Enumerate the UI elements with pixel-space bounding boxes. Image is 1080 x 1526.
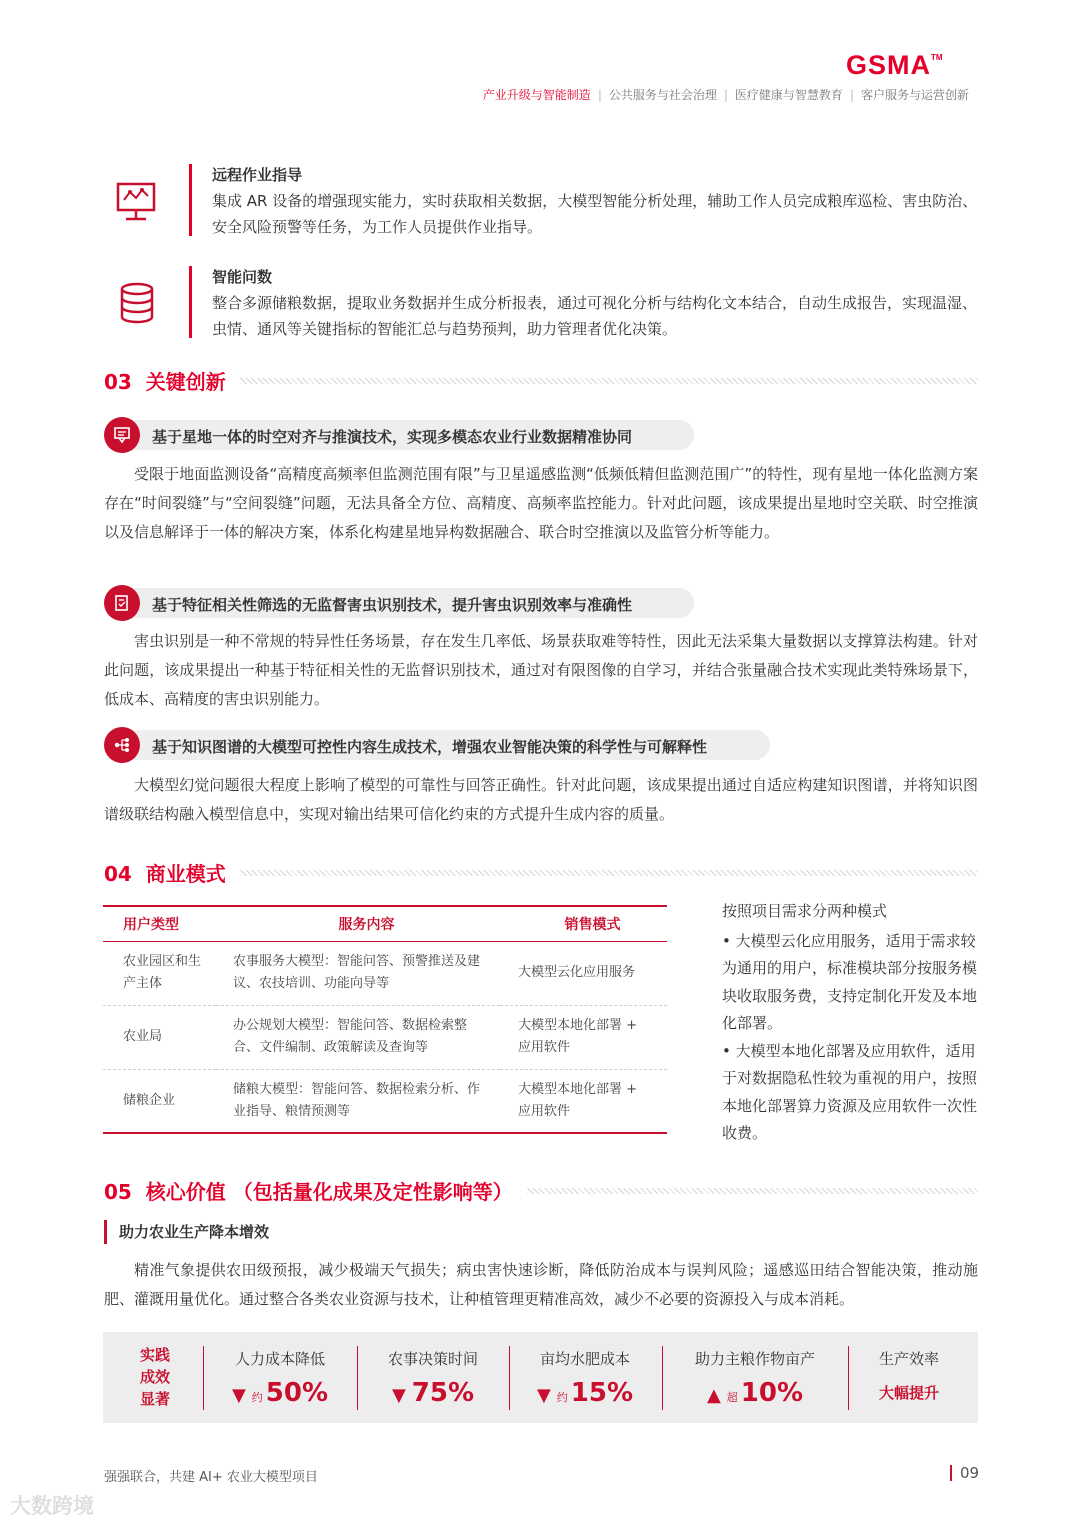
section-04-heading [104,858,978,887]
stat-value: 75% [411,1378,475,1408]
section-03-heading [104,366,978,395]
feature-text: 整合多源储粮数据，提取业务数据并生成分析报表，通过可视化分析与结构化文本结合，自动生成报告，实现温湿、虫情、通风等关键指标的智能汇总与趋势预判，助力管理者优化决策。 [212,294,978,338]
page-number: 09 [950,1464,979,1482]
table-cell: 农事服务大模型：智能问答、预警推送及建议、农技培训、功能向导等 [233,954,481,991]
table-row [103,1005,667,1069]
arrow-down-icon: ▼ [391,1385,406,1406]
stat-label: 人力成本降低 [234,1350,325,1368]
section-rule [527,1188,978,1194]
notes-bullet: • 大模型本地化部署及应用软件，适用于对数据隐私性较为重视的用户，按照本地化部署算力资源及应用软件一次性收费。 [722,1041,978,1142]
stat-value: 50% [265,1378,329,1408]
nav-separator: | [597,87,602,102]
arrow-down-icon: ▼ [536,1385,551,1406]
stat-label: 亩均水肥成本 [539,1350,630,1368]
footer-title: 强强联合，共建 AI+ 农业大模型项目 [104,1470,318,1485]
gsma-logo: GSMA™ [846,50,943,80]
stat-labor-cost [206,1348,354,1408]
feature-divider [189,266,192,338]
chat-screen-icon [104,417,140,453]
nav-item-customer-service[interactable]: 客户服务与运营创新 [860,88,969,102]
table-cell: 大模型云化应用服务 [518,965,636,980]
table-cell: 办公规划大模型：智能问答、数据检索整合、文件编制、政策解读及查询等 [233,1018,468,1055]
stats-label: 实践成效显著 [139,1346,170,1408]
knowledge-graph-icon [104,727,140,763]
stat-prefix: 约 [556,1391,568,1404]
value-paragraph: 精准气象提供农田级预报，减少极端天气损失；病虫害快速诊断，降低防治成本与误判风险；遥感巡田结合智能决策，推动施肥、灌溉用量优化。通过整合各类农业资源与技术，让种植管理更精准高效，减少不必要的资源投入与成本消耗。 [104,1261,978,1308]
stat-decision-time [360,1348,506,1408]
arrow-up-icon: ▲ [706,1385,721,1406]
nav-item-public-service[interactable]: 公共服务与社会治理 [608,88,717,102]
section-05-heading [104,1176,978,1205]
nav-separator: | [849,87,854,102]
nav-separator: | [723,87,728,102]
page-number-bar [950,1465,952,1481]
table-cell: 储粮企业 [123,1092,176,1108]
section-rule [240,870,978,876]
innovation-paragraph: 受限于地面监测设备“高精度高频率但监测范围有限”与卫星遥感监测“低频低精但监测范围广”的特性，现有星地一体化监测方案存在“时间裂缝”与“空间裂缝”问题，无法具备全方位、高精度、高频率监控能力。针对此问题，该成果提出星地时空关联、时空推演以及信息解译于一体的解决方案，体系化构建星地异构数据融合、联合时空推演以及监管分析等能力。 [104,465,978,541]
arrow-down-icon: ▼ [231,1385,246,1406]
table-header-row [103,906,667,941]
stat-value: 大幅提升 [878,1384,939,1402]
stat-grain-yield [665,1348,845,1408]
feature-smart-query [112,266,978,342]
subsection-title: 助力农业生产降本增效 [104,1220,269,1244]
stat-divider [848,1346,849,1410]
stat-label: 生产效率 [878,1350,939,1368]
feature-text: 集成 AR 设备的增强现实能力，实时获取相关数据，大模型智能分析处理，辅助工作人员完成粮库巡检、害虫防治、安全风险预警等任务，为工作人员提供作业指导。 [212,192,978,236]
stat-divider [203,1346,204,1410]
nav-item-industry[interactable]: 产业升级与智能制造 [482,88,591,102]
stat-label: 农事决策时间 [387,1350,478,1368]
stat-value: 15% [570,1378,634,1408]
business-model-notes [722,898,980,1148]
section-title: 03 关键创新 [104,370,226,394]
stat-efficiency [851,1348,967,1403]
feature-title: 远程作业指导 [212,166,303,184]
business-model-table [103,905,667,1134]
feature-remote-guidance [112,164,978,240]
table-cell: 储粮大模型：智能问答、数据检索分析、作业指导、粮情预测等 [233,1081,481,1119]
table-cell: 大模型本地化部署 + 应用软件 [518,1081,638,1119]
stat-label: 助力主粮作物亩产 [694,1350,815,1368]
column-header-user-type: 用户类型 [123,916,179,933]
watermark: 大数跨境 [10,1494,94,1518]
feature-divider [189,164,192,236]
document-check-icon [104,585,140,621]
stat-divider [357,1346,358,1410]
innovation-title: 基于星地一体的时空对齐与推演技术，实现多模态农业行业数据精准协同 [152,428,633,446]
database-icon [112,278,162,328]
table-row [103,941,667,1005]
table-cell: 农业园区和生产主体 [123,954,202,991]
stat-fertilizer-cost [512,1348,658,1408]
stat-divider [509,1346,510,1410]
section-title: 04 商业模式 [104,862,226,886]
stat-prefix: 约 [251,1391,263,1404]
innovation-title: 基于特征相关性筛选的无监督害虫识别技术，提升害虫识别效率与准确性 [152,596,633,614]
table-cell: 大模型本地化部署 + 应用软件 [518,1018,638,1055]
section-title: 05 核心价值 （包括量化成果及定性影响等） [104,1180,513,1204]
nav-item-healthcare[interactable]: 医疗健康与智慧教育 [734,88,843,102]
results-stat-bar [103,1332,978,1423]
column-header-service: 服务内容 [338,916,395,933]
innovation-title: 基于知识图谱的大模型可控性内容生成技术，增强农业智能决策的科学性与可解释性 [152,738,708,756]
innovation-paragraph: 害虫识别是一种不常规的特异性任务场景，存在发生几率低、场景获取难等特性，因此无法采集大量数据以支撑算法构建。针对此问题，该成果提出一种基于特征相关性的无监督识别技术，通过对有限图像的自学习，并结合张量融合技术实现此类特殊场景下，低成本、高精度的害虫识别能力。 [104,632,978,708]
column-header-sales: 销售模式 [564,916,621,933]
innovation-paragraph: 大模型幻觉问题很大程度上影响了模型的可靠性与回答正确性。针对此问题，该成果提出通过自适应构建知识图谱，并将知识图谱级联结构融入模型信息中，实现对输出结果可信化约束的方式提升生成内容的质量。 [104,776,978,823]
feature-title: 智能问数 [212,268,273,286]
stat-divider [662,1346,663,1410]
stat-prefix: 超 [726,1391,738,1404]
notes-bullet: • 大模型云化应用服务，适用于需求较为通用的用户，标准模块部分按服务模块收取服务费，支持定制化开发及本地化部署。 [722,931,978,1032]
stat-value: 10% [740,1378,804,1408]
top-nav [476,86,976,103]
table-cell: 农业局 [123,1029,163,1044]
section-rule [240,378,978,384]
table-row [103,1069,667,1133]
notes-intro: 按照项目需求分两种模式 [722,902,888,920]
monitor-analysis-icon [112,176,162,226]
